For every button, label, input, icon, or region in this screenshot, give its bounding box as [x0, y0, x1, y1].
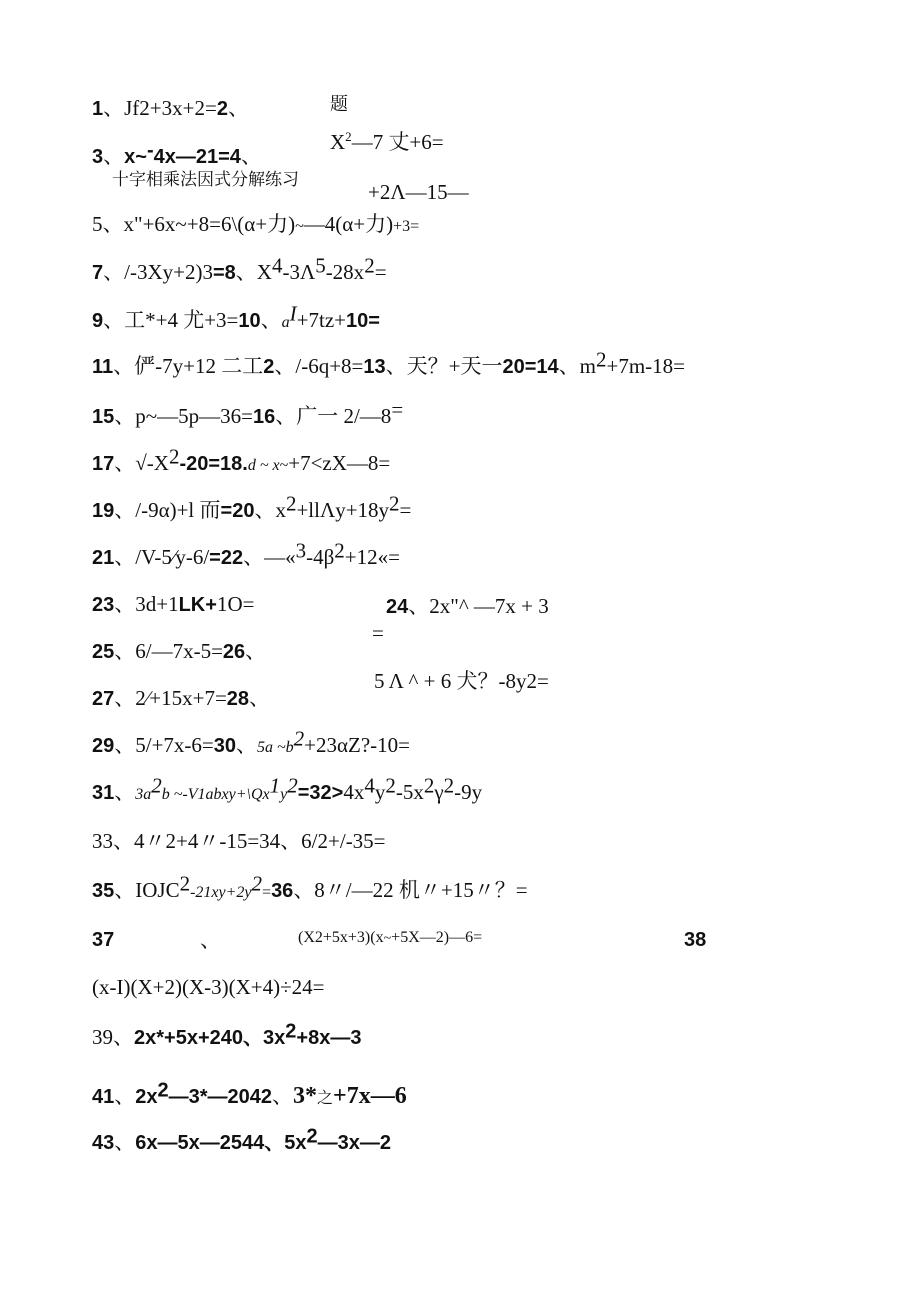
problem-37-sep: 、: [200, 928, 221, 952]
problem-31-32: 31、$3a^2b$ $\sim-V1abxy+\backslash Qx^1y^2=32>4x^4y^2-5x^2\gamma^2-9y$: [92, 773, 483, 804]
problem-29-30: 29、5/+7x-6=30、5a $\sim b^2+23\alpha Z?-10=$: [92, 726, 411, 757]
problem-19-20: 19、/-9α)+l 而=20、$x^2+ll\Lambda y+18y^2=$: [92, 491, 412, 522]
problem-24-equals: =: [372, 621, 384, 645]
problem-43-44: 43、6x—5x—2544、$5x^2—3x—2$: [92, 1125, 391, 1154]
worksheet-subtitle: 十字相乘法因式分解练习: [112, 170, 299, 190]
problem-3-4: 3、x~-4x—21=4、: [92, 139, 262, 168]
problem-21-22: 21、/V-5∕y-6/=22、$—«^3-4\beta^2+12«=$: [92, 538, 400, 569]
problem-23: 23、3d+1LK+1O=: [92, 592, 255, 616]
problem-37-number: 37: [92, 929, 115, 951]
problem-24: 24、2x"^ —7x + 3: [386, 594, 549, 618]
problem-9-10: 9、工*+4 尤+3=10、$a^I+7tz+10=$: [92, 301, 380, 332]
topic-char: 题: [330, 94, 348, 114]
problem-17-18: 17、$√-X^2-20=18.d$ ~ x~+7<zX—8=: [92, 444, 391, 475]
problem-38-expr: (x-I)(X+2)(X-3)(X+4)÷24=: [92, 975, 325, 999]
problem-7-8: 7、/-3Xy+2)3=8、$X^4-3\Lambda^5-28x^2=$: [92, 253, 387, 284]
problem-25-26: 25、6/—7x-5=26、: [92, 639, 267, 663]
problem-2-expr: $X^2—7$ 丈+6=: [330, 129, 444, 154]
problem-4-expr: +2Λ—15—: [368, 180, 469, 204]
problem-11-14: 11、俨-7y+12 二工2、/-6q+8=13、天？+天一20=14、$m^2+7m-18=$: [92, 347, 686, 378]
problem-38-number: 38: [684, 929, 707, 951]
problem-33-34: 33、4〃2+4〃-15=34、6/2+/-35=: [92, 829, 386, 853]
problem-1-2: 1、Jf2+3x+2=2、: [92, 96, 249, 120]
problem-26-expr: 5 Λ ^ + 6 犬？-8y2=: [374, 669, 549, 693]
problem-15-16: 15、p~—5p—36=16、广一 2/—8=: [92, 397, 404, 428]
problem-27-28: 27、2∕+15x+7=28、: [92, 686, 271, 710]
problem-41-42: 41、$2x^2—3*—2042$、3*之+7x—6: [92, 1079, 407, 1109]
problem-37-expr: (X2+5x+3)(x~+5X—2)—6=: [298, 929, 483, 946]
problem-39-40: 39、2x*+5x+240、$3x^2+8x—3$: [92, 1020, 362, 1049]
problem-35-36: 35、$IOJC^2-21xy+2y^2=36$、8〃/—22 机〃+15〃？=: [92, 871, 528, 902]
problem-5-6: 5、x"+6x~+8=6\(α+力)~—4(α+力)+3=: [92, 212, 420, 236]
